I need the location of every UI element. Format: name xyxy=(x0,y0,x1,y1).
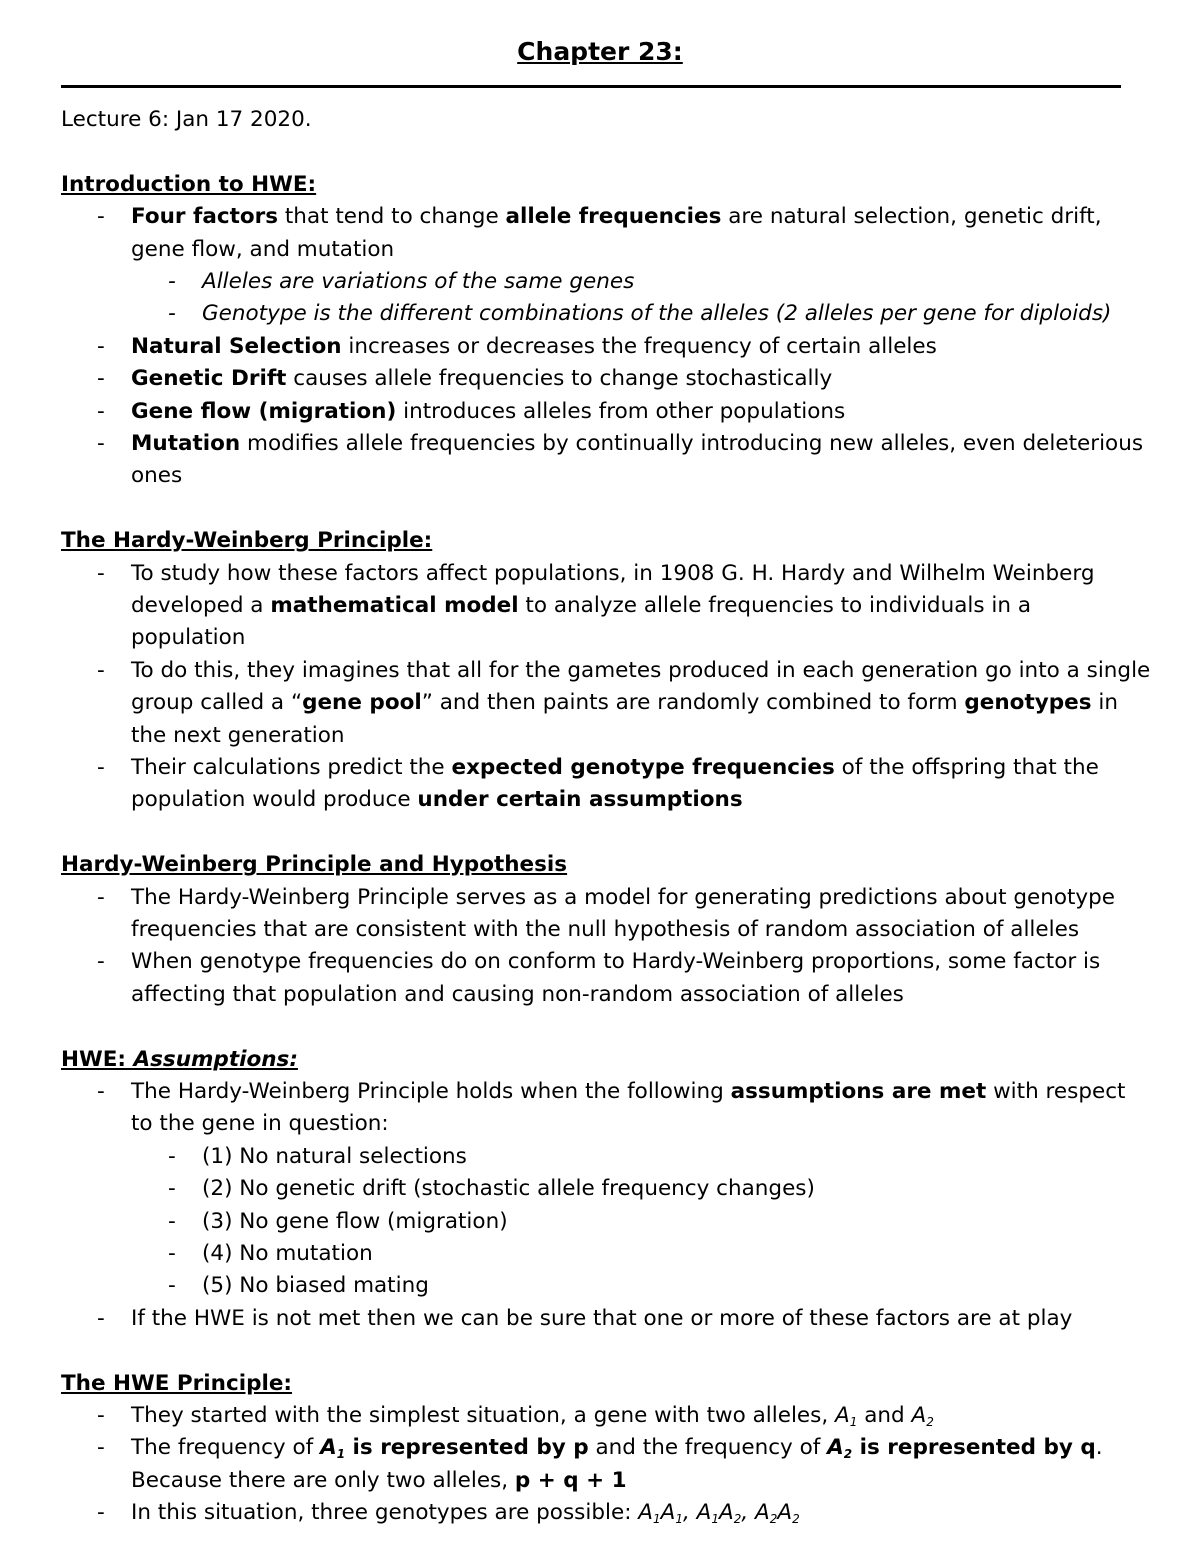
text-span: To study how these factors affect populations, in 1908 G. H. Hardy and Wilhelm Weinberg developed a xyxy=(131,560,1095,619)
bullet-gene-flow xyxy=(61,396,1151,428)
bullet-frequency-p-q xyxy=(61,1432,1151,1497)
allele-symbol: $A_1$ xyxy=(835,1403,858,1430)
allele-symbol: $A_1$ xyxy=(320,1435,346,1462)
text-span: In this situation, three genotypes are possible: xyxy=(131,1500,639,1526)
sub-bullet-assumption-2 xyxy=(61,1173,1151,1205)
bullet-dash: - xyxy=(168,1273,176,1299)
bullet-assumptions-met xyxy=(61,1076,1151,1141)
bullet-dash: - xyxy=(97,333,105,359)
bold-term: mathematical model xyxy=(270,593,519,619)
bullet-natural-selection xyxy=(61,331,1151,363)
bold-term: Gene flow (migration) xyxy=(131,398,397,424)
bullet-dash: - xyxy=(168,1143,176,1169)
text-span: The frequency of xyxy=(131,1435,321,1461)
text-span: If the HWE is not met then we can be sure that one or more of these factors are at play xyxy=(131,1305,1073,1331)
text-span: Genotype is the different combinations of the alleles (2 alleles per gene for diploids) xyxy=(202,301,1112,327)
text-span: (2) No genetic drift (stochastic allele frequency changes) xyxy=(202,1176,815,1202)
bold-term: is represented by p xyxy=(345,1435,589,1461)
text-span: (4) No mutation xyxy=(202,1241,373,1267)
bold-term: allele frequencies xyxy=(505,204,722,230)
bold-term: gene pool xyxy=(302,690,422,716)
bold-term: assumptions are met xyxy=(730,1079,987,1105)
bold-term: Mutation xyxy=(131,431,241,457)
text-span: Their calculations predict the xyxy=(131,755,452,781)
equation: p + q + 1 xyxy=(514,1467,627,1493)
bullet-null-hypothesis xyxy=(61,882,1151,947)
heading-part: HWE: xyxy=(61,1046,134,1072)
bullet-dash: - xyxy=(97,884,105,910)
section-heading-hardy-weinberg: The Hardy-Weinberg Principle: xyxy=(61,528,433,554)
bullet-dash: - xyxy=(97,1079,105,1105)
text-span: . Because there are only two alleles, xyxy=(131,1435,1103,1493)
bullet-dash: - xyxy=(97,755,105,781)
bullet-dash: - xyxy=(168,1176,176,1202)
text-span: are natural selection, genetic drift, gene flow, and mutation xyxy=(131,204,1102,262)
text-span: modifies allele frequencies by continually introducing new alleles, even deleterious ones xyxy=(131,431,1144,489)
bullet-genetic-drift xyxy=(61,363,1151,395)
bullet-dash: - xyxy=(97,1500,105,1526)
text-span: increases or decreases the frequency of certain alleles xyxy=(341,333,937,359)
notes-body xyxy=(61,104,1151,1530)
genotype-symbols: $A_1A_1$, $A_1A_2$, $A_2A_2$ xyxy=(638,1500,800,1527)
bold-term: Natural Selection xyxy=(131,333,342,359)
bold-term: Four factors xyxy=(131,204,279,230)
bold-term: Genetic Drift xyxy=(131,366,287,392)
bullet-dash: - xyxy=(97,1403,105,1429)
text-span: in the next generation xyxy=(131,690,1118,748)
text-span: To do this, they imagines that all for the gametes produced in each generation go into a single group called a “ xyxy=(131,657,1151,716)
bullet-dash: - xyxy=(168,1208,176,1234)
text-span: that tend to change xyxy=(278,204,506,230)
text-span: When genotype frequencies do on conform to Hardy-Weinberg proportions, some factor is affecting that population and causing non-random association of alleles xyxy=(131,949,1101,1007)
bullet-dash: - xyxy=(97,949,105,975)
text-span: (1) No natural selections xyxy=(202,1143,467,1169)
bold-term: under certain assumptions xyxy=(417,787,743,813)
bullet-dash: - xyxy=(97,366,105,392)
bullet-three-genotypes xyxy=(61,1497,1151,1529)
bullet-mutation xyxy=(61,428,1151,493)
text-span: introduces alleles from other populations xyxy=(396,398,846,424)
text-span: with respect to the gene in question: xyxy=(131,1079,1126,1137)
section-heading-assumptions xyxy=(61,1044,1151,1076)
section-heading-hwe-principle: The HWE Principle: xyxy=(61,1370,293,1396)
lecture-date: Lecture 6: Jan 17 2020. xyxy=(61,107,312,132)
sub-bullet-assumption-3 xyxy=(61,1206,1151,1238)
bullet-dash: - xyxy=(97,1305,105,1331)
text-span: of the offspring that the population would produce xyxy=(131,755,1099,813)
bullet-gene-pool xyxy=(61,655,1151,752)
allele-symbol: $A_2$ xyxy=(827,1435,853,1462)
sub-bullet-assumption-5 xyxy=(61,1270,1151,1302)
bullet-calculations xyxy=(61,752,1151,817)
text-span: to analyze allele frequencies to individuals in a population xyxy=(131,593,1032,651)
text-span: The Hardy-Weinberg Principle holds when the following xyxy=(131,1079,731,1105)
section-heading-intro: Introduction to HWE: xyxy=(61,171,317,197)
bullet-dash: - xyxy=(97,398,105,424)
bullet-dash: - xyxy=(97,560,105,586)
sub-bullet-genotype xyxy=(61,298,1151,330)
bullet-two-alleles xyxy=(61,1400,1151,1432)
bullet-hwe-not-met xyxy=(61,1303,1151,1335)
bullet-dash: - xyxy=(168,268,176,294)
text-span: They started with the simplest situation, a gene with two alleles, xyxy=(131,1403,836,1429)
text-span: The Hardy-Weinberg Principle serves as a model for generating predictions about genotype frequencies that are consistent with the null hypothesis of random association of alleles xyxy=(131,884,1116,943)
bullet-four-factors xyxy=(61,201,1151,266)
allele-symbol: $A_2$ xyxy=(911,1403,934,1430)
text-span: (3) No gene flow (migration) xyxy=(202,1208,508,1234)
bold-term: is represented by q xyxy=(852,1435,1096,1461)
bullet-non-random xyxy=(61,946,1151,1011)
bold-term: genotypes xyxy=(964,690,1092,716)
text-span: and the frequency of xyxy=(588,1435,828,1461)
bullet-dash: - xyxy=(97,431,105,457)
section-heading-hypothesis: Hardy-Weinberg Principle and Hypothesis xyxy=(61,852,568,878)
bullet-dash: - xyxy=(97,204,105,230)
text-span: Alleles are variations of the same genes xyxy=(202,268,635,294)
sub-bullet-assumption-4 xyxy=(61,1238,1151,1270)
bullet-dash: - xyxy=(97,1435,105,1461)
sub-bullet-assumption-1 xyxy=(61,1141,1151,1173)
bullet-dash: - xyxy=(168,301,176,327)
bullet-dash: - xyxy=(97,657,105,683)
sub-bullet-alleles xyxy=(61,266,1151,298)
title-rule xyxy=(61,85,1121,88)
text-span: ” and then paints are randomly combined to form xyxy=(421,690,965,716)
heading-part: Assumptions: xyxy=(133,1046,298,1072)
text-span: and xyxy=(857,1403,912,1429)
text-span: causes allele frequencies to change stochastically xyxy=(286,366,833,392)
text-span: (5) No biased mating xyxy=(202,1273,429,1299)
bullet-mathematical-model xyxy=(61,558,1151,655)
bullet-dash: - xyxy=(168,1241,176,1267)
bold-term: expected genotype frequencies xyxy=(451,755,835,781)
chapter-title: Chapter 23: xyxy=(517,37,683,66)
